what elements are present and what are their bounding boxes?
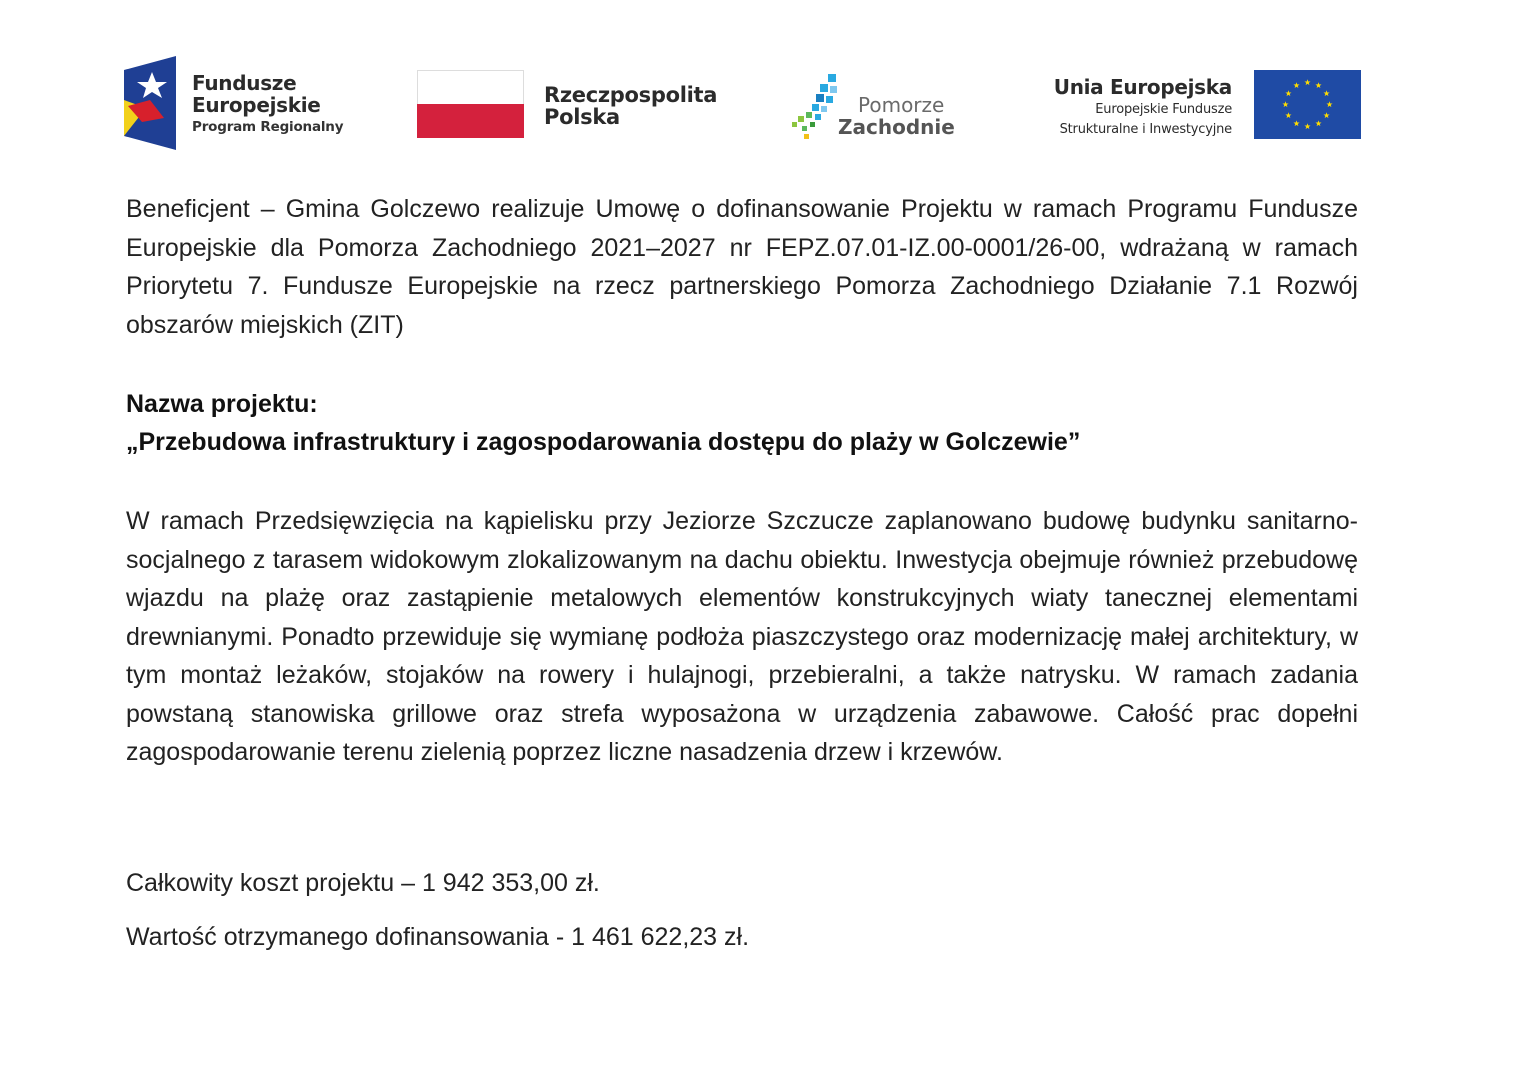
polish-flag-icon (417, 70, 524, 138)
total-cost-line: Całkowity koszt projektu – 1 942 353,00 zł. (126, 869, 600, 897)
project-description-paragraph: W ramach Przedsięwzięcia na kąpielisku przy Jeziorze Szczucze zaplanowano budowę budynku sanitarno-socjalnego z tarasem widokowym zlokalizowanym na dachu obiektu. Inwestycja obejmuje również przebudowę wjazdu na plażę oraz zastąpienie metalowych elementów konstrukcyjnych wiaty tanecznej elementami drewnianymi. Ponadto przewiduje się wymianę podłoża piaszczystego oraz modernizację małej architektury, w tym montaż leżaków, stojaków na rowery i hulajnogi, przebieralni, a także natrysku. W ramach zadania powstaną stanowiska grillowe oraz strefa wyposażona w urządzenia zabawowe. Całość prac dopełni zagospodarowanie terenu zielenią poprzez liczne nasadzenia drzew i krzewów. (126, 507, 1358, 766)
rp-logo-line1: Rzeczpospolita (544, 83, 718, 107)
rp-logo-line2: Polska (544, 105, 620, 129)
logo-bar (124, 56, 1364, 152)
ue-logo-line3: Strukturalne i Inwestycyjne (1059, 122, 1232, 137)
ue-logo-line1: Unia Europejska (1053, 75, 1232, 99)
funding-value-line: Wartość otrzymanego dofinansowania - 1 461 622,23 zł. (126, 923, 750, 951)
fundusze-europejskie-star-icon (124, 56, 176, 150)
project-name-title: „Przebudowa infrastruktury i zagospodarowania dostępu do plaży w Golczewie” (126, 428, 1081, 456)
fe-logo-line1: Fundusze (192, 71, 297, 95)
pz-logo-line2: Zachodnie (838, 115, 955, 139)
unia-europejska-logo-text (1024, 74, 1232, 140)
project-name-label: Nazwa projektu: (126, 390, 318, 418)
eu-flag-icon (1254, 70, 1361, 139)
pomorze-zachodnie-logo-text (838, 94, 955, 138)
rzeczpospolita-polska-logo-text (544, 84, 717, 128)
beneficiary-paragraph: Beneficjent – Gmina Golczewo realizuje Umowę o dofinansowanie Projektu w ramach Programu Fundusze Europejskie dla Pomorza Zachodniego 2021–2027 nr FEPZ.07.01-IZ.00-0001/26-00, wdrażaną w ramach Priorytetu 7. Fundusze Europejskie na rzecz partnerskiego Pomorza Zachodniego Działanie 7.1 Rozwój obszarów miejskich (ZIT) (126, 195, 1358, 339)
fundusze-europejskie-logo-text (192, 72, 343, 138)
fe-logo-line3: Program Regionalny (192, 119, 344, 135)
pz-logo-line1: Pomorze (858, 93, 945, 117)
fe-logo-line2: Europejskie (192, 93, 321, 117)
ue-logo-line2: Europejskie Fundusze (1095, 102, 1232, 117)
